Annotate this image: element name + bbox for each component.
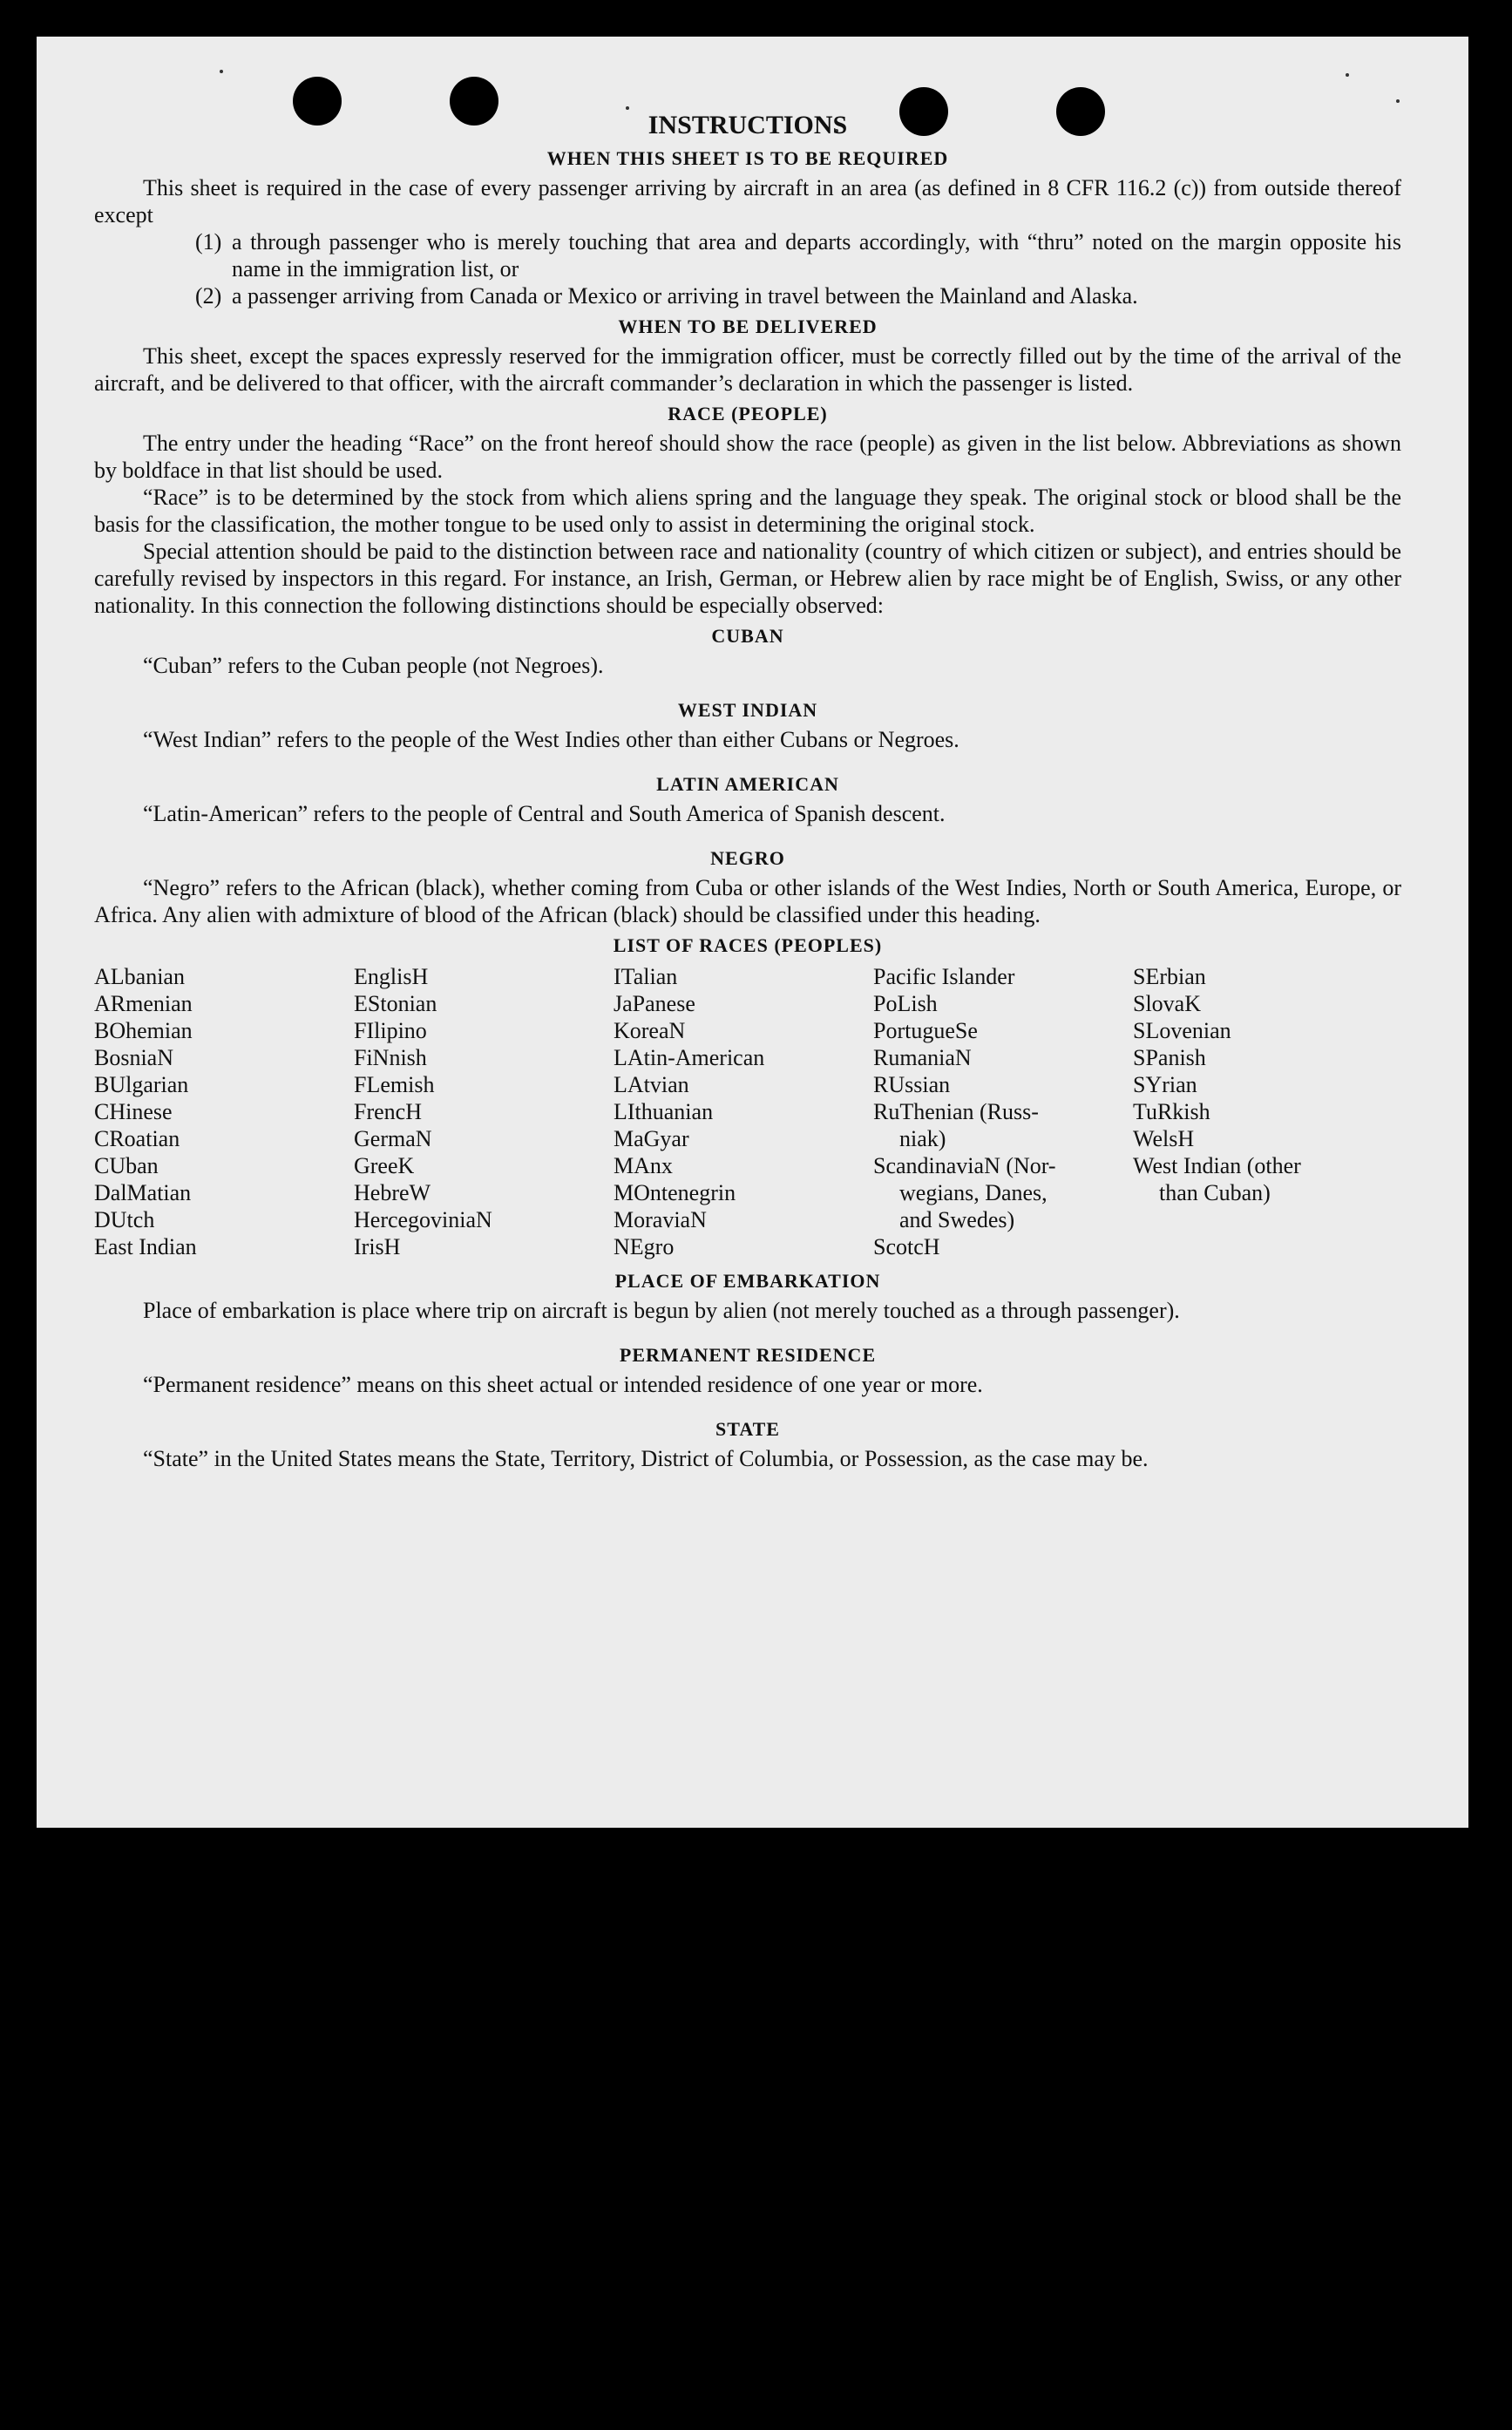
race-entry: BUlgarian bbox=[94, 1072, 189, 1097]
race-entry: GermaN bbox=[354, 1126, 432, 1151]
race-entry: ITalian bbox=[614, 964, 678, 989]
west-indian-text: “West Indian” refers to the people of the West Indies other than either Cubans or Negroes. bbox=[143, 727, 959, 752]
race-entry: SLovenian bbox=[1133, 1018, 1231, 1043]
negro-text: “Negro” refers to the African (black), whether coming from Cuba or other islands of the West Indies, North or South America, Europe, or Africa. Any alien with admixture of blood of the African (black) should be classified under this heading. bbox=[94, 875, 1401, 927]
section-heading-west-indian: WEST INDIAN bbox=[677, 699, 818, 721]
race-entry-continued: than Cuban) bbox=[1159, 1180, 1271, 1205]
race-entry: DalMatian bbox=[94, 1180, 192, 1205]
race-entry: LIthuanian bbox=[614, 1099, 714, 1124]
race-entry: PortugueSe bbox=[873, 1018, 978, 1043]
speck bbox=[1396, 99, 1400, 103]
race-entry: West Indian (other bbox=[1133, 1153, 1301, 1178]
races-column-2 bbox=[354, 963, 614, 1260]
race-paragraph-1: The entry under the heading “Race” on the front hereof should show the race (people) as given in the list below. Abbreviations as shown by boldface in that list should be used. bbox=[94, 431, 1401, 483]
race-entry: NEgro bbox=[614, 1234, 675, 1259]
section-heading-negro: NEGRO bbox=[710, 847, 785, 869]
race-entry: RuThenian (Russ- bbox=[873, 1099, 1039, 1124]
race-entry: SErbian bbox=[1133, 964, 1206, 989]
race-entry: ARmenian bbox=[94, 991, 193, 1016]
section-heading-latin-american: LATIN AMERICAN bbox=[656, 773, 839, 795]
race-entry: SYrian bbox=[1133, 1072, 1197, 1097]
speck bbox=[220, 70, 223, 73]
required-item-1: (1) a through passenger who is merely touching that area and departs accordingly, with “thru” noted on the margin opposite his name in the immigration list, or bbox=[195, 229, 1401, 282]
section-heading-embarkation: PLACE OF EMBARKATION bbox=[614, 1270, 881, 1292]
required-intro: This sheet is required in the case of every passenger arriving by aircraft in an area (as defined in 8 CFR 116.2 (c)) from outside thereof except bbox=[94, 175, 1401, 227]
race-paragraph-2: “Race” is to be determined by the stock from which aliens spring and the language they speak. The original stock or blood shall be the basis for the classification, the mother tongue to be used only to assist in determining the original stock. bbox=[94, 485, 1401, 537]
race-entry: HebreW bbox=[354, 1180, 431, 1205]
race-entry-continued: and Swedes) bbox=[899, 1207, 1015, 1232]
race-entry: MaGyar bbox=[614, 1126, 689, 1151]
speck bbox=[1346, 73, 1349, 77]
race-entry: LAtin-American bbox=[614, 1045, 765, 1070]
race-entry: SlovaK bbox=[1133, 991, 1201, 1016]
race-entry: LAtvian bbox=[614, 1072, 689, 1097]
race-entry: MOntenegrin bbox=[614, 1180, 736, 1205]
section-heading-delivered: WHEN TO BE DELIVERED bbox=[618, 316, 878, 337]
race-entry: GreeK bbox=[354, 1153, 415, 1178]
race-entry: RUssian bbox=[873, 1072, 951, 1097]
race-entry: ScandinaviaN (Nor- bbox=[873, 1153, 1056, 1178]
race-entry: CRoatian bbox=[94, 1126, 180, 1151]
required-item-2: (2) a passenger arriving from Canada or Mexico or arriving in travel between the Mainland and Alaska. bbox=[195, 283, 1138, 309]
race-entry: BOhemian bbox=[94, 1018, 193, 1043]
residence-text: “Permanent residence” means on this sheet actual or intended residence of one year or more. bbox=[143, 1372, 983, 1397]
race-paragraph-3: Special attention should be paid to the distinction between race and nationality (country of which citizen or subject), and entries should be carefully revised by inspectors in this regard. For instance, an Irish, German, or Hebrew alien by race might be of English, Swiss, or any other nationality. In this connection the following distinctions should be especially observed: bbox=[94, 539, 1401, 618]
section-heading-cuban: CUBAN bbox=[711, 625, 784, 647]
race-entry: BosniaN bbox=[94, 1045, 173, 1070]
section-heading-race: RACE (PEOPLE) bbox=[668, 403, 828, 424]
race-entry: FIlipino bbox=[354, 1018, 427, 1043]
race-entry: ALbanian bbox=[94, 964, 185, 989]
race-entry: KoreaN bbox=[614, 1018, 686, 1043]
race-entry: IrisH bbox=[354, 1234, 401, 1259]
races-column-4 bbox=[873, 963, 1133, 1260]
section-heading-residence: PERMANENT RESIDENCE bbox=[619, 1344, 877, 1366]
section-heading-state: STATE bbox=[715, 1418, 780, 1440]
delivered-text: This sheet, except the spaces expressly reserved for the immigration officer, must be correctly filled out by the time of the arrival of the aircraft, and be delivered to that officer, with the aircraft commander’s declaration in which the passenger is listed. bbox=[94, 343, 1401, 396]
race-entry: WelsH bbox=[1133, 1126, 1195, 1151]
section-heading-races-list: LIST OF RACES (PEOPLES) bbox=[613, 934, 883, 956]
latin-american-text: “Latin-American” refers to the people of Central and South America of Spanish descent. bbox=[143, 801, 946, 826]
race-entry: SPanish bbox=[1133, 1045, 1206, 1070]
race-entry-continued: niak) bbox=[899, 1126, 946, 1151]
race-entry: HercegoviniaN bbox=[354, 1207, 492, 1232]
races-list bbox=[94, 963, 1401, 1260]
race-entry: FiNnish bbox=[354, 1045, 427, 1070]
cuban-text: “Cuban” refers to the Cuban people (not Negroes). bbox=[143, 653, 604, 678]
state-text: “State” in the United States means the State, Territory, District of Columbia, or Possession, as the case may be. bbox=[143, 1446, 1149, 1471]
race-entry: TuRkish bbox=[1133, 1099, 1210, 1124]
races-column-5 bbox=[1133, 963, 1393, 1260]
race-entry: CUban bbox=[94, 1153, 159, 1178]
race-entry: MoraviaN bbox=[614, 1207, 707, 1232]
races-column-3 bbox=[614, 963, 873, 1260]
instructions-content bbox=[94, 110, 1401, 1472]
race-entry: East Indian bbox=[94, 1234, 197, 1259]
section-heading-required: WHEN THIS SHEET IS TO BE REQUIRED bbox=[546, 147, 949, 169]
race-entry: Pacific Islander bbox=[873, 964, 1015, 989]
race-entry: RumaniaN bbox=[873, 1045, 972, 1070]
page-title: INSTRUCTIONS bbox=[648, 111, 848, 139]
race-entry: EnglisH bbox=[354, 964, 429, 989]
race-entry: MAnx bbox=[614, 1153, 673, 1178]
race-entry: CHinese bbox=[94, 1099, 173, 1124]
races-column-1 bbox=[94, 963, 354, 1260]
race-entry: ScotcH bbox=[873, 1234, 940, 1259]
race-entry: FLemish bbox=[354, 1072, 435, 1097]
document-sheet bbox=[37, 37, 1468, 1828]
race-entry: PoLish bbox=[873, 991, 938, 1016]
race-entry: JaPanese bbox=[614, 991, 695, 1016]
race-entry: FrencH bbox=[354, 1099, 422, 1124]
race-entry: EStonian bbox=[354, 991, 437, 1016]
race-entry: DUtch bbox=[94, 1207, 155, 1232]
embarkation-text: Place of embarkation is place where trip on aircraft is begun by alien (not merely touched as a through passenger). bbox=[143, 1298, 1180, 1323]
race-entry-continued: wegians, Danes, bbox=[899, 1180, 1048, 1205]
